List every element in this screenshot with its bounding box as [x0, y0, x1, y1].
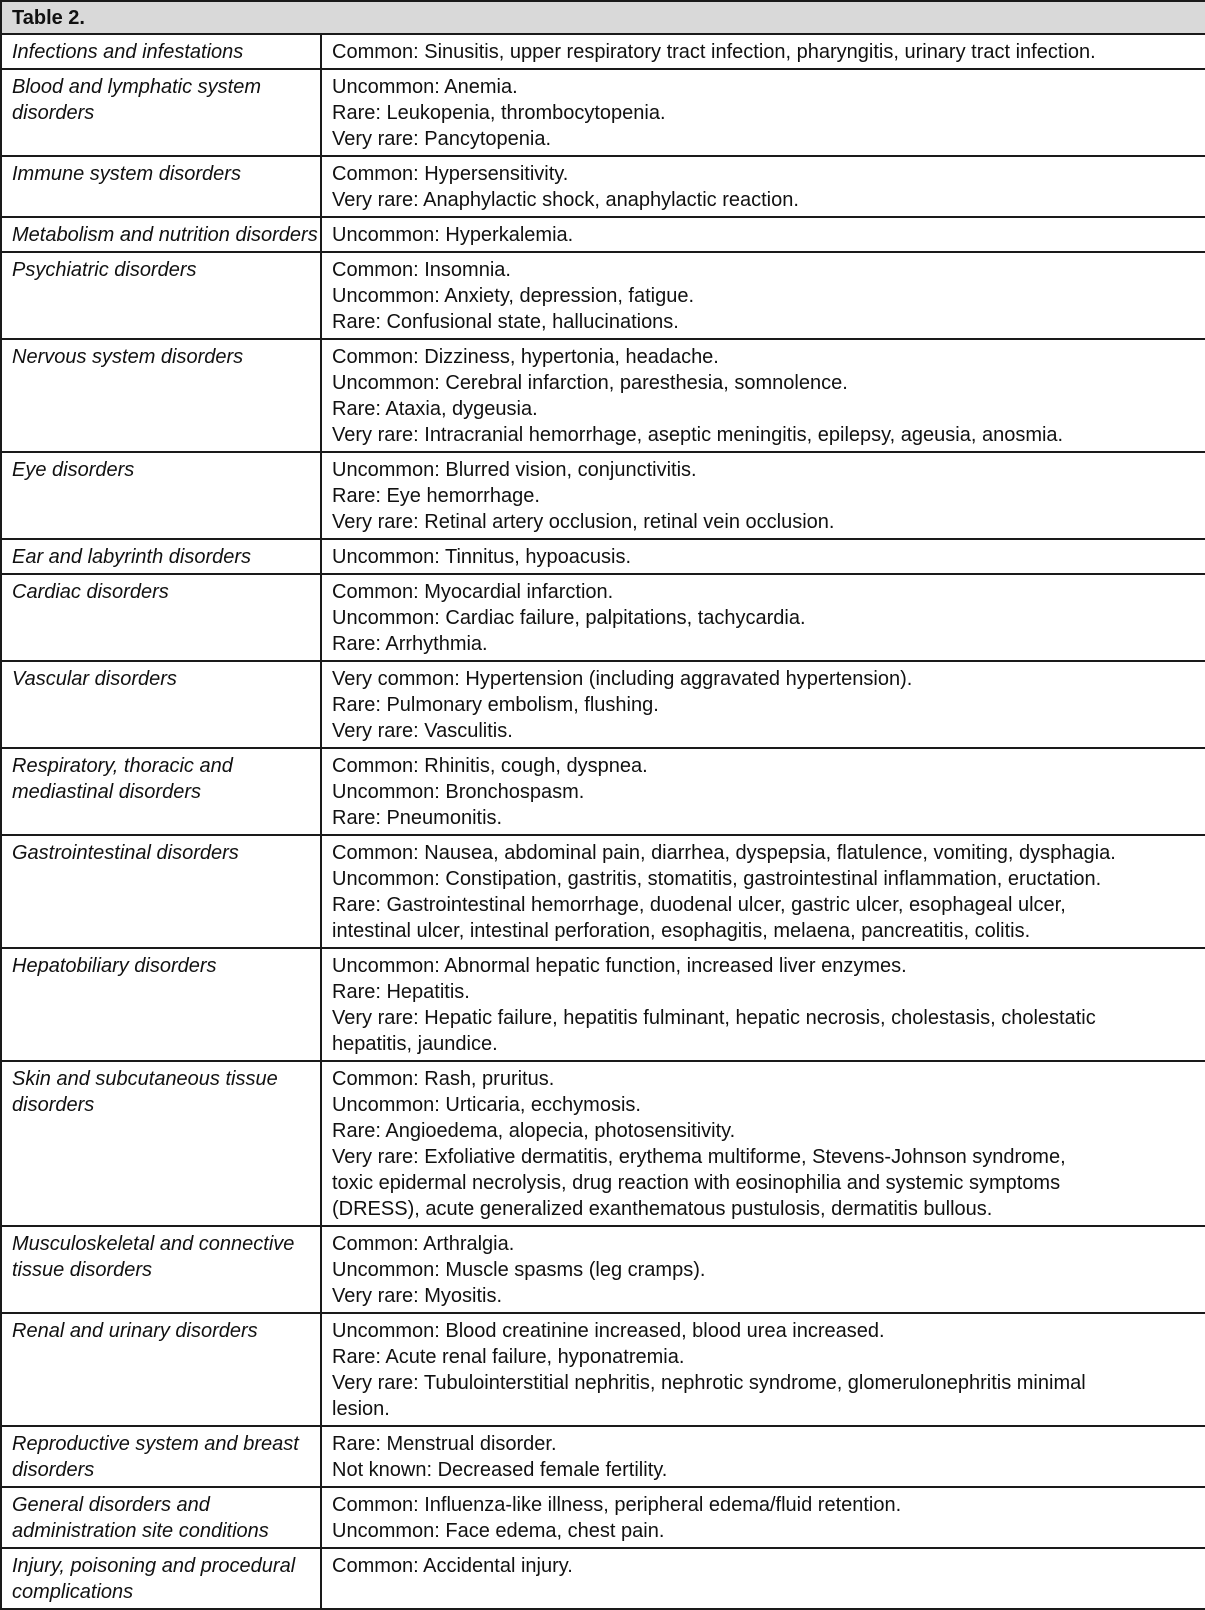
- adverse-effects-cell: [321, 748, 1205, 835]
- table-row: [1, 252, 1205, 339]
- adverse-effect-line: Uncommon: Anemia.: [332, 76, 518, 98]
- table-row: [1, 748, 1205, 835]
- adverse-effect-line: Uncommon: Cerebral infarction, paresthesia, somnolence.: [332, 372, 848, 394]
- adverse-effect-line: Rare: Acute renal failure, hyponatremia.: [332, 1346, 685, 1368]
- adverse-effect-line: Rare: Confusional state, hallucinations.: [332, 311, 679, 333]
- table-row: [1, 1313, 1205, 1426]
- adverse-effect-line: Very common: Hypertension (including aggravated hypertension).: [332, 668, 913, 690]
- adverse-effects-cell: [321, 835, 1205, 948]
- table-title: Table 2.: [1, 1, 1205, 34]
- table-row: [1, 1061, 1205, 1226]
- adverse-effects-cell: [321, 539, 1205, 574]
- table-row: [1, 217, 1205, 252]
- adverse-effect-line: Uncommon: Hyperkalemia.: [332, 224, 574, 246]
- table-row: [1, 948, 1205, 1061]
- table-row: [1, 1487, 1205, 1548]
- table-title-row: [1, 1, 1205, 34]
- table-body: [1, 34, 1205, 1609]
- organ-class-cell: Infections and infestations: [1, 34, 321, 69]
- table-row: [1, 1426, 1205, 1487]
- adverse-effect-line: Rare: Hepatitis.: [332, 981, 470, 1003]
- adverse-effects-cell: [321, 1426, 1205, 1487]
- adverse-effect-line: Very rare: Intracranial hemorrhage, aseptic meningitis, epilepsy, ageusia, anosmia.: [332, 424, 1064, 446]
- adverse-effect-line: Common: Influenza-like illness, peripheral edema/fluid retention.: [332, 1494, 902, 1516]
- adverse-effects-cell: [321, 156, 1205, 217]
- adverse-effect-line: Rare: Eye hemorrhage.: [332, 485, 540, 507]
- adverse-effect-line: Very rare: Pancytopenia.: [332, 128, 552, 150]
- adverse-effect-line: Very rare: Tubulointerstitial nephritis, nephrotic syndrome, glomerulonephritis minimal: [332, 1372, 1086, 1394]
- adverse-effect-line: Uncommon: Abnormal hepatic function, increased liver enzymes.: [332, 955, 907, 977]
- organ-class-cell: Eye disorders: [1, 452, 321, 539]
- organ-class-cell: Injury, poisoning and procedural complications: [1, 1548, 321, 1609]
- adverse-effect-line: Uncommon: Bronchospasm.: [332, 781, 585, 803]
- adverse-effect-line: Rare: Menstrual disorder.: [332, 1433, 557, 1455]
- table-row: [1, 574, 1205, 661]
- adverse-effect-line: Rare: Leukopenia, thrombocytopenia.: [332, 102, 666, 124]
- adverse-effect-line: Common: Arthralgia.: [332, 1233, 515, 1255]
- adverse-effects-cell: [321, 1313, 1205, 1426]
- adverse-effect-line: Uncommon: Face edema, chest pain.: [332, 1520, 665, 1542]
- adverse-effects-cell: [321, 948, 1205, 1061]
- table-row: [1, 34, 1205, 69]
- adverse-effect-line: Common: Sinusitis, upper respiratory tract infection, pharyngitis, urinary tract infection.: [332, 41, 1096, 63]
- adverse-effect-line: Rare: Arrhythmia.: [332, 633, 488, 655]
- organ-class-cell: Cardiac disorders: [1, 574, 321, 661]
- table-row: [1, 835, 1205, 948]
- adverse-effect-line: Common: Rhinitis, cough, dyspnea.: [332, 755, 648, 777]
- adverse-effects-cell: [321, 339, 1205, 452]
- adverse-effect-line: Not known: Decreased female fertility.: [332, 1459, 668, 1481]
- adverse-effects-cell: [321, 661, 1205, 748]
- organ-class-cell: Respiratory, thoracic and mediastinal disorders: [1, 748, 321, 835]
- adverse-effects-cell: [321, 34, 1205, 69]
- adverse-effects-cell: [321, 252, 1205, 339]
- organ-class-cell: General disorders and administration site conditions: [1, 1487, 321, 1548]
- adverse-effect-line: Very rare: Exfoliative dermatitis, erythema multiforme, Stevens-Johnson syndrome,: [332, 1146, 1066, 1168]
- adverse-effect-line: Uncommon: Constipation, gastritis, stomatitis, gastrointestinal inflammation, eructation.: [332, 868, 1102, 890]
- adverse-effect-line: lesion.: [332, 1398, 390, 1420]
- adverse-effect-line: (DRESS), acute generalized exanthematous pustulosis, dermatitis bullous.: [332, 1198, 993, 1220]
- adverse-effect-line: Uncommon: Cardiac failure, palpitations, tachycardia.: [332, 607, 806, 629]
- adverse-effects-cell: [321, 69, 1205, 156]
- table-row: [1, 1548, 1205, 1609]
- organ-class-cell: Hepatobiliary disorders: [1, 948, 321, 1061]
- adverse-effect-line: Common: Dizziness, hypertonia, headache.: [332, 346, 719, 368]
- organ-class-cell: Metabolism and nutrition disorders: [1, 217, 321, 252]
- table-row: [1, 339, 1205, 452]
- adverse-effect-line: Common: Rash, pruritus.: [332, 1068, 555, 1090]
- adverse-effect-line: Rare: Ataxia, dygeusia.: [332, 398, 538, 420]
- adverse-effects-cell: [321, 1548, 1205, 1609]
- table-row: [1, 539, 1205, 574]
- adverse-effect-line: Uncommon: Blood creatinine increased, blood urea increased.: [332, 1320, 885, 1342]
- adverse-effect-line: Rare: Pulmonary embolism, flushing.: [332, 694, 659, 716]
- table-row: [1, 452, 1205, 539]
- organ-class-cell: Psychiatric disorders: [1, 252, 321, 339]
- table-row: [1, 156, 1205, 217]
- adverse-effect-line: Very rare: Myositis.: [332, 1285, 503, 1307]
- adverse-effects-cell: [321, 452, 1205, 539]
- adverse-effect-line: Uncommon: Tinnitus, hypoacusis.: [332, 546, 632, 568]
- table-row: [1, 69, 1205, 156]
- organ-class-cell: Vascular disorders: [1, 661, 321, 748]
- adverse-effects-cell: [321, 574, 1205, 661]
- adverse-effect-line: Very rare: Hepatic failure, hepatitis fulminant, hepatic necrosis, cholestasis, cholestatic: [332, 1007, 1096, 1029]
- adverse-effect-line: Rare: Gastrointestinal hemorrhage, duodenal ulcer, gastric ulcer, esophageal ulcer,: [332, 894, 1066, 916]
- adverse-effect-line: hepatitis, jaundice.: [332, 1033, 498, 1055]
- adverse-effect-line: Uncommon: Anxiety, depression, fatigue.: [332, 285, 695, 307]
- adverse-effect-line: Common: Myocardial infarction.: [332, 581, 614, 603]
- adverse-effect-line: Common: Accidental injury.: [332, 1555, 573, 1577]
- organ-class-cell: Ear and labyrinth disorders: [1, 539, 321, 574]
- adverse-effects-cell: [321, 1226, 1205, 1313]
- adverse-effects-cell: [321, 1487, 1205, 1548]
- table-row: [1, 661, 1205, 748]
- adverse-effect-line: Uncommon: Muscle spasms (leg cramps).: [332, 1259, 706, 1281]
- adverse-effect-line: intestinal ulcer, intestinal perforation, esophagitis, melaena, pancreatitis, colitis.: [332, 920, 1031, 942]
- adverse-effect-line: Uncommon: Urticaria, ecchymosis.: [332, 1094, 641, 1116]
- adverse-effects-cell: [321, 1061, 1205, 1226]
- organ-class-cell: Reproductive system and breast disorders: [1, 1426, 321, 1487]
- adverse-effect-line: Rare: Angioedema, alopecia, photosensitivity.: [332, 1120, 736, 1142]
- adverse-effect-line: Very rare: Anaphylactic shock, anaphylactic reaction.: [332, 189, 799, 211]
- adverse-effect-line: Common: Insomnia.: [332, 259, 511, 281]
- adverse-effect-line: Common: Hypersensitivity.: [332, 163, 569, 185]
- organ-class-cell: Skin and subcutaneous tissue disorders: [1, 1061, 321, 1226]
- organ-class-cell: Gastrointestinal disorders: [1, 835, 321, 948]
- adverse-effects-cell: [321, 217, 1205, 252]
- adverse-effect-line: Very rare: Retinal artery occlusion, retinal vein occlusion.: [332, 511, 835, 533]
- organ-class-cell: Immune system disorders: [1, 156, 321, 217]
- adverse-effect-line: Uncommon: Blurred vision, conjunctivitis.: [332, 459, 697, 481]
- organ-class-cell: Renal and urinary disorders: [1, 1313, 321, 1426]
- organ-class-cell: Nervous system disorders: [1, 339, 321, 452]
- adverse-effect-line: Common: Nausea, abdominal pain, diarrhea, dyspepsia, flatulence, vomiting, dysphagia.: [332, 842, 1116, 864]
- organ-class-cell: Musculoskeletal and connective tissue disorders: [1, 1226, 321, 1313]
- table-row: [1, 1226, 1205, 1313]
- adverse-effect-line: toxic epidermal necrolysis, drug reaction with eosinophilia and systemic symptoms: [332, 1172, 1061, 1194]
- adverse-effect-line: Very rare: Vasculitis.: [332, 720, 513, 742]
- adverse-effect-line: Rare: Pneumonitis.: [332, 807, 503, 829]
- organ-class-cell: Blood and lymphatic system disorders: [1, 69, 321, 156]
